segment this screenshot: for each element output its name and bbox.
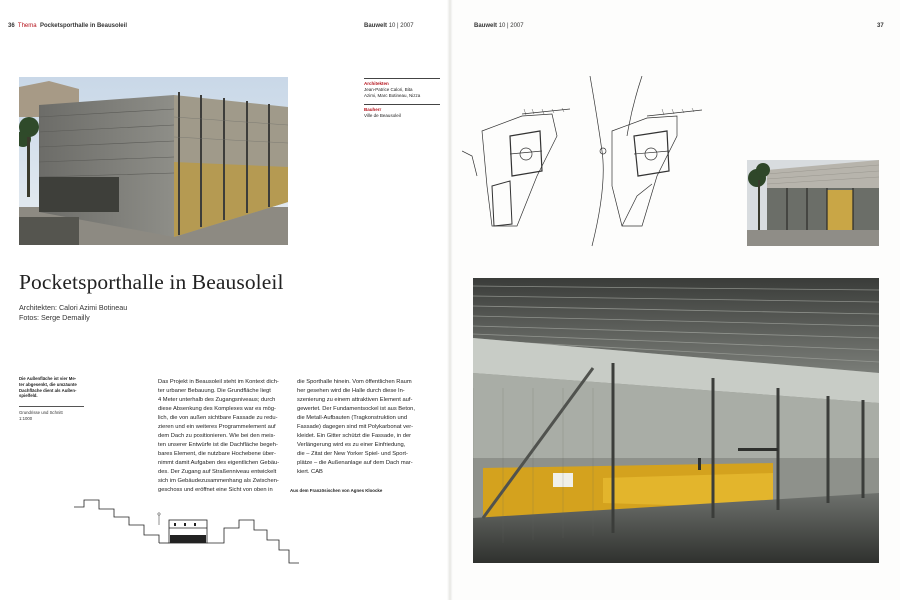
body-column-2 xyxy=(297,378,437,477)
drawing-caption xyxy=(19,410,85,422)
body-line: Das Projekt in Beausoleil steht im Kontext dich- xyxy=(158,379,279,385)
interior-photo-image xyxy=(473,278,879,563)
translation-credit: Aus dem Französischen von Agnes Kloocke xyxy=(290,488,383,493)
left-journal-header xyxy=(364,23,414,30)
body-line: nimmt damit Aufgaben des eigentlichen Gebäu- xyxy=(158,460,280,466)
body-column-1 xyxy=(158,378,298,495)
photo-caption-line: Die Außenfläche ist vier Me- xyxy=(19,376,77,381)
drawing-caption-line: Grundrisse und Schnitt xyxy=(19,410,63,415)
infobox-rule xyxy=(364,78,440,79)
infobox-rule xyxy=(364,104,440,105)
left-running-header xyxy=(8,23,127,30)
section-drawing xyxy=(74,495,299,565)
left-page-number: 36 xyxy=(8,23,15,29)
right-journal-header xyxy=(474,23,524,30)
entrance-photo-image xyxy=(747,160,879,246)
body-line: des. Der Zugang auf Straßenniveau entwickelt xyxy=(158,469,277,475)
article-title: Pocketsporthalle in Beausoleil xyxy=(19,270,284,294)
architects-label: Architekten xyxy=(364,81,389,86)
right-page-number xyxy=(877,23,884,30)
page-gutter xyxy=(447,0,453,600)
body-line: her gesehen wird die Halle durch diese In- xyxy=(297,388,405,394)
interior-photo xyxy=(473,278,879,563)
body-line: ter urbaner Bebauung. Die Grundfläche liegt xyxy=(158,388,271,394)
body-line: Fassade) dagegen sind mit Polykarbonat ver- xyxy=(297,424,414,430)
body-line: Verlängerung wird es zu einer Einfriedung, xyxy=(297,442,406,448)
body-line: zieren und ein weiteres Programmelement auf xyxy=(158,424,276,430)
body-line: diese Absenkung des Komplexes war es mög- xyxy=(158,406,276,412)
photos-credit: Fotos: Serge Demailly xyxy=(19,313,90,322)
body-line: bares Element, die nutzbare Hochebene über- xyxy=(158,451,276,457)
architects-name-line: Jean-Patrice Calori, Bita xyxy=(364,87,413,93)
right-issue: 10 | 2007 xyxy=(498,23,524,29)
client-label: Bauherr xyxy=(364,106,382,112)
body-line: lich, die von außen sichtbare Fassade zu redu- xyxy=(158,415,278,421)
architects-credit: Architekten: Calori Azimi Botineau xyxy=(19,303,128,312)
photo-caption-line: spielfeld. xyxy=(19,393,38,399)
right-journal-name: Bauwelt xyxy=(474,23,498,29)
left-journal-name: Bauwelt xyxy=(364,23,388,29)
photo-caption xyxy=(19,376,85,399)
header-article-title: Pocketsporthalle in Beausoleil xyxy=(39,23,127,29)
architects-name-line: Azimi, Marc Botineau, Nizza xyxy=(364,93,421,99)
body-line: ten unserer Entwürfe ist die Dachfläche begeh- xyxy=(158,442,278,448)
photo-caption-line: ter abgesenkt, die umzäunte xyxy=(19,381,77,387)
body-line: 4 Meter unterhalb des Zugangsniveaus; durch xyxy=(158,397,276,403)
body-line: dem Dach zu positionieren. Wie bei den meis- xyxy=(158,433,276,439)
project-infobox xyxy=(364,77,440,119)
body-line: die – Zitat der New Yorker Spiel- und Sport- xyxy=(297,451,408,457)
body-line: szenierung zu einem attraktiven Element auf- xyxy=(297,397,413,403)
section-label: Thema xyxy=(17,23,37,29)
exterior-photo-image xyxy=(19,77,288,245)
photo-caption-line: Dachfläche dient als Außen- xyxy=(19,387,77,393)
entrance-photo xyxy=(747,160,879,246)
body-line: gewertet. Der Fundamentsockel ist aus Beton, xyxy=(297,406,415,412)
left-issue: 10 | 2007 xyxy=(388,23,414,29)
body-line: kiert. CAB xyxy=(297,469,323,475)
body-line: geschoss und eröffnet eine Sicht von oben in xyxy=(158,487,273,493)
body-line: die Metall-Aufbauten (Tragkonstruktion und xyxy=(297,415,408,421)
body-line: kleidet. Ein Gitter schützt die Fassade, in der xyxy=(297,433,412,439)
floor-plans xyxy=(462,76,712,251)
exterior-photo xyxy=(19,77,288,245)
body-line: plätze – die Außenanlage auf dem Dach mar- xyxy=(297,460,413,466)
body-line: die Sporthalle hinein. Vom öffentlichen Raum xyxy=(297,379,412,385)
body-line: sich im Gebäudezusammenhang als Zwischen- xyxy=(158,478,279,484)
client-name-line: Ville de Beausoleil xyxy=(364,112,401,118)
right-page-number-text: 37 xyxy=(877,23,884,29)
caption-divider xyxy=(19,406,84,407)
drawing-caption-line: 1:1000 xyxy=(19,415,33,421)
